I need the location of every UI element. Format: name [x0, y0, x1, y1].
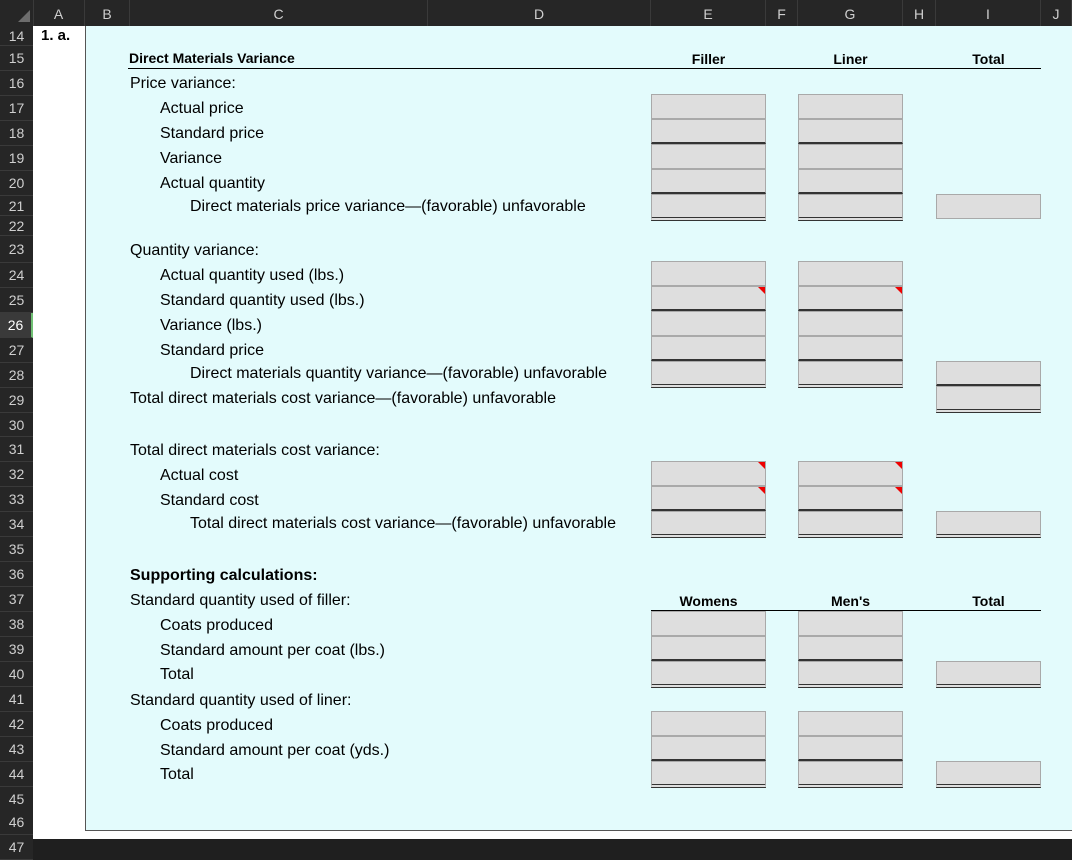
label-coats-produced: Coats produced — [160, 617, 273, 634]
input-liner-actual-qty-used[interactable] — [798, 261, 903, 286]
input-mens-total-filler[interactable] — [798, 661, 903, 688]
column-header-j[interactable]: J — [1041, 0, 1072, 26]
row-header[interactable]: 33 — [0, 487, 33, 512]
column-header-b[interactable]: B — [85, 0, 130, 26]
row-header[interactable]: 42 — [0, 712, 33, 737]
input-liner-actual-cost[interactable] — [798, 461, 903, 486]
input-liner-actual-quantity[interactable] — [798, 169, 903, 194]
column-label-mens: Men's — [830, 593, 871, 609]
row-header-selected[interactable]: 26 — [0, 313, 33, 338]
row-header[interactable]: 40 — [0, 662, 33, 687]
row-header[interactable]: 20 — [0, 171, 33, 196]
input-total-price-variance[interactable] — [936, 194, 1041, 219]
row-header[interactable]: 38 — [0, 612, 33, 637]
input-liner-quantity-variance[interactable] — [798, 361, 903, 388]
input-mens-total-liner[interactable] — [798, 761, 903, 788]
input-womens-coats-produced[interactable] — [651, 611, 766, 636]
input-womens-std-amount-yds[interactable] — [651, 736, 766, 761]
input-mens-std-amount-lbs[interactable] — [798, 636, 903, 661]
column-label-total-2: Total — [972, 593, 1005, 609]
part-label: 1. a. — [41, 27, 71, 44]
column-header-g[interactable]: G — [798, 0, 903, 26]
row-header[interactable]: 31 — [0, 437, 33, 462]
input-filler-variance[interactable] — [651, 144, 766, 169]
column-header-e[interactable]: E — [651, 0, 766, 26]
row-header[interactable]: 44 — [0, 762, 33, 787]
input-mens-coats-produced[interactable] — [798, 611, 903, 636]
row-header[interactable]: 34 — [0, 512, 33, 537]
row-header[interactable]: 45 — [0, 787, 33, 812]
input-filler-actual-price[interactable] — [651, 94, 766, 119]
input-total-liner[interactable] — [936, 761, 1041, 788]
input-filler-actual-quantity[interactable] — [651, 169, 766, 194]
input-filler-actual-qty-used[interactable] — [651, 261, 766, 286]
input-total-cost-variance-2[interactable] — [936, 511, 1041, 538]
input-total-quantity-variance[interactable] — [936, 361, 1041, 386]
input-filler-price-variance[interactable] — [651, 194, 766, 221]
input-liner-variance[interactable] — [798, 144, 903, 169]
label-standard-cost: Standard cost — [160, 492, 259, 509]
input-liner-variance-lbs[interactable] — [798, 311, 903, 336]
label-quantity-variance-result: Direct materials quantity variance—(favorable) unfavorable — [190, 365, 608, 382]
input-liner-standard-cost[interactable] — [798, 486, 903, 511]
row-header[interactable]: 37 — [0, 587, 33, 612]
row-header[interactable]: 32 — [0, 462, 33, 487]
row-header[interactable]: 28 — [0, 363, 33, 388]
row-header[interactable]: 17 — [0, 96, 33, 121]
input-filler-quantity-variance[interactable] — [651, 361, 766, 388]
label-variance-lbs: Variance (lbs.) — [160, 317, 262, 334]
row-header[interactable]: 41 — [0, 687, 33, 712]
input-mens-coats-produced-liner[interactable] — [798, 711, 903, 736]
row-header[interactable]: 29 — [0, 388, 33, 413]
row-header[interactable]: 35 — [0, 537, 33, 562]
column-header-f[interactable]: F — [766, 0, 798, 26]
label-standard-quantity-used: Standard quantity used (lbs.) — [160, 292, 365, 309]
label-cost-variance-result: Total direct materials cost variance—(favorable) unfavorable — [190, 515, 616, 532]
label-standard-price-2: Standard price — [160, 342, 265, 359]
column-header-h[interactable]: H — [903, 0, 936, 26]
input-filler-actual-cost[interactable] — [651, 461, 766, 486]
column-a-area — [33, 26, 85, 839]
column-header-d[interactable]: D — [428, 0, 651, 26]
label-variance: Variance — [160, 150, 222, 167]
input-womens-std-amount-lbs[interactable] — [651, 636, 766, 661]
input-filler-variance-lbs[interactable] — [651, 311, 766, 336]
input-filler-standard-price[interactable] — [651, 336, 766, 361]
label-coats-produced-2: Coats produced — [160, 717, 273, 734]
column-header-i[interactable]: I — [936, 0, 1041, 26]
row-header[interactable]: 43 — [0, 737, 33, 762]
label-std-amount-yds: Standard amount per coat (yds.) — [160, 742, 390, 759]
column-label-total: Total — [972, 51, 1005, 67]
select-all-icon — [18, 10, 30, 22]
input-liner-actual-price[interactable] — [798, 94, 903, 119]
label-total-liner: Total — [160, 766, 194, 783]
label-total-filler: Total — [160, 666, 194, 683]
column-label-womens: Womens — [679, 593, 738, 609]
column-label-filler: Filler — [691, 51, 726, 67]
label-actual-price: Actual price — [160, 100, 244, 117]
input-liner-standard-qty-used[interactable] — [798, 286, 903, 311]
label-std-amount-lbs: Standard amount per coat (lbs.) — [160, 642, 386, 659]
input-liner-standard-price[interactable] — [798, 119, 903, 144]
header-underline — [128, 68, 1041, 69]
input-womens-total-liner[interactable] — [651, 761, 766, 788]
row-header[interactable]: 47 — [0, 835, 33, 860]
sheet-bottom-strip — [85, 831, 1072, 839]
row-header[interactable]: 27 — [0, 338, 33, 363]
supporting-title: Supporting calculations: — [130, 567, 318, 584]
row-header[interactable]: 24 — [0, 263, 33, 288]
label-actual-quantity-used: Actual quantity used (lbs.) — [160, 267, 345, 284]
input-mens-std-amount-yds[interactable] — [798, 736, 903, 761]
input-filler-standard-qty-used[interactable] — [651, 286, 766, 311]
column-header-bar — [0, 0, 1072, 27]
section-title: Direct Materials Variance — [129, 50, 295, 66]
row-header[interactable]: 22 — [0, 216, 33, 236]
input-filler-standard-price[interactable] — [651, 119, 766, 144]
input-total-filler[interactable] — [936, 661, 1041, 688]
row-header[interactable]: 16 — [0, 71, 33, 96]
input-liner-standard-price[interactable] — [798, 336, 903, 361]
label-total-cost-variance: Total direct materials cost variance—(favorable) unfavorable — [130, 390, 556, 407]
column-header-a[interactable]: A — [33, 0, 85, 26]
label-price-variance-result: Direct materials price variance—(favorable) unfavorable — [190, 198, 586, 215]
row-header[interactable]: 18 — [0, 121, 33, 146]
row-header[interactable]: 39 — [0, 637, 33, 662]
input-filler-cost-variance[interactable] — [651, 511, 766, 538]
input-liner-price-variance[interactable] — [798, 194, 903, 221]
label-actual-quantity: Actual quantity — [160, 175, 265, 192]
row-header[interactable]: 14 — [0, 26, 33, 46]
price-variance-heading: Price variance: — [130, 75, 236, 92]
filler-heading: Standard quantity used of filler: — [130, 592, 351, 609]
cost-variance-heading: Total direct materials cost variance: — [130, 442, 380, 459]
input-womens-total-filler[interactable] — [651, 661, 766, 688]
label-standard-price: Standard price — [160, 125, 265, 142]
input-womens-coats-produced-liner[interactable] — [651, 711, 766, 736]
input-total-cost-variance[interactable] — [936, 386, 1041, 413]
column-header-c[interactable]: C — [130, 0, 428, 26]
row-header[interactable]: 21 — [0, 196, 33, 216]
row-header[interactable]: 19 — [0, 146, 33, 171]
liner-heading: Standard quantity used of liner: — [130, 692, 352, 709]
worksheet-area — [85, 26, 1072, 831]
input-filler-standard-cost[interactable] — [651, 486, 766, 511]
row-header[interactable]: 30 — [0, 413, 33, 437]
column-label-liner: Liner — [833, 51, 868, 67]
input-liner-cost-variance[interactable] — [798, 511, 903, 538]
row-header[interactable]: 15 — [0, 46, 33, 71]
row-header[interactable]: 23 — [0, 236, 33, 263]
label-actual-cost: Actual cost — [160, 467, 239, 484]
quantity-variance-heading: Quantity variance: — [130, 242, 259, 259]
row-header[interactable]: 25 — [0, 288, 33, 313]
row-header[interactable]: 46 — [0, 810, 33, 835]
row-header[interactable]: 36 — [0, 562, 33, 587]
select-all-corner[interactable] — [0, 0, 34, 26]
